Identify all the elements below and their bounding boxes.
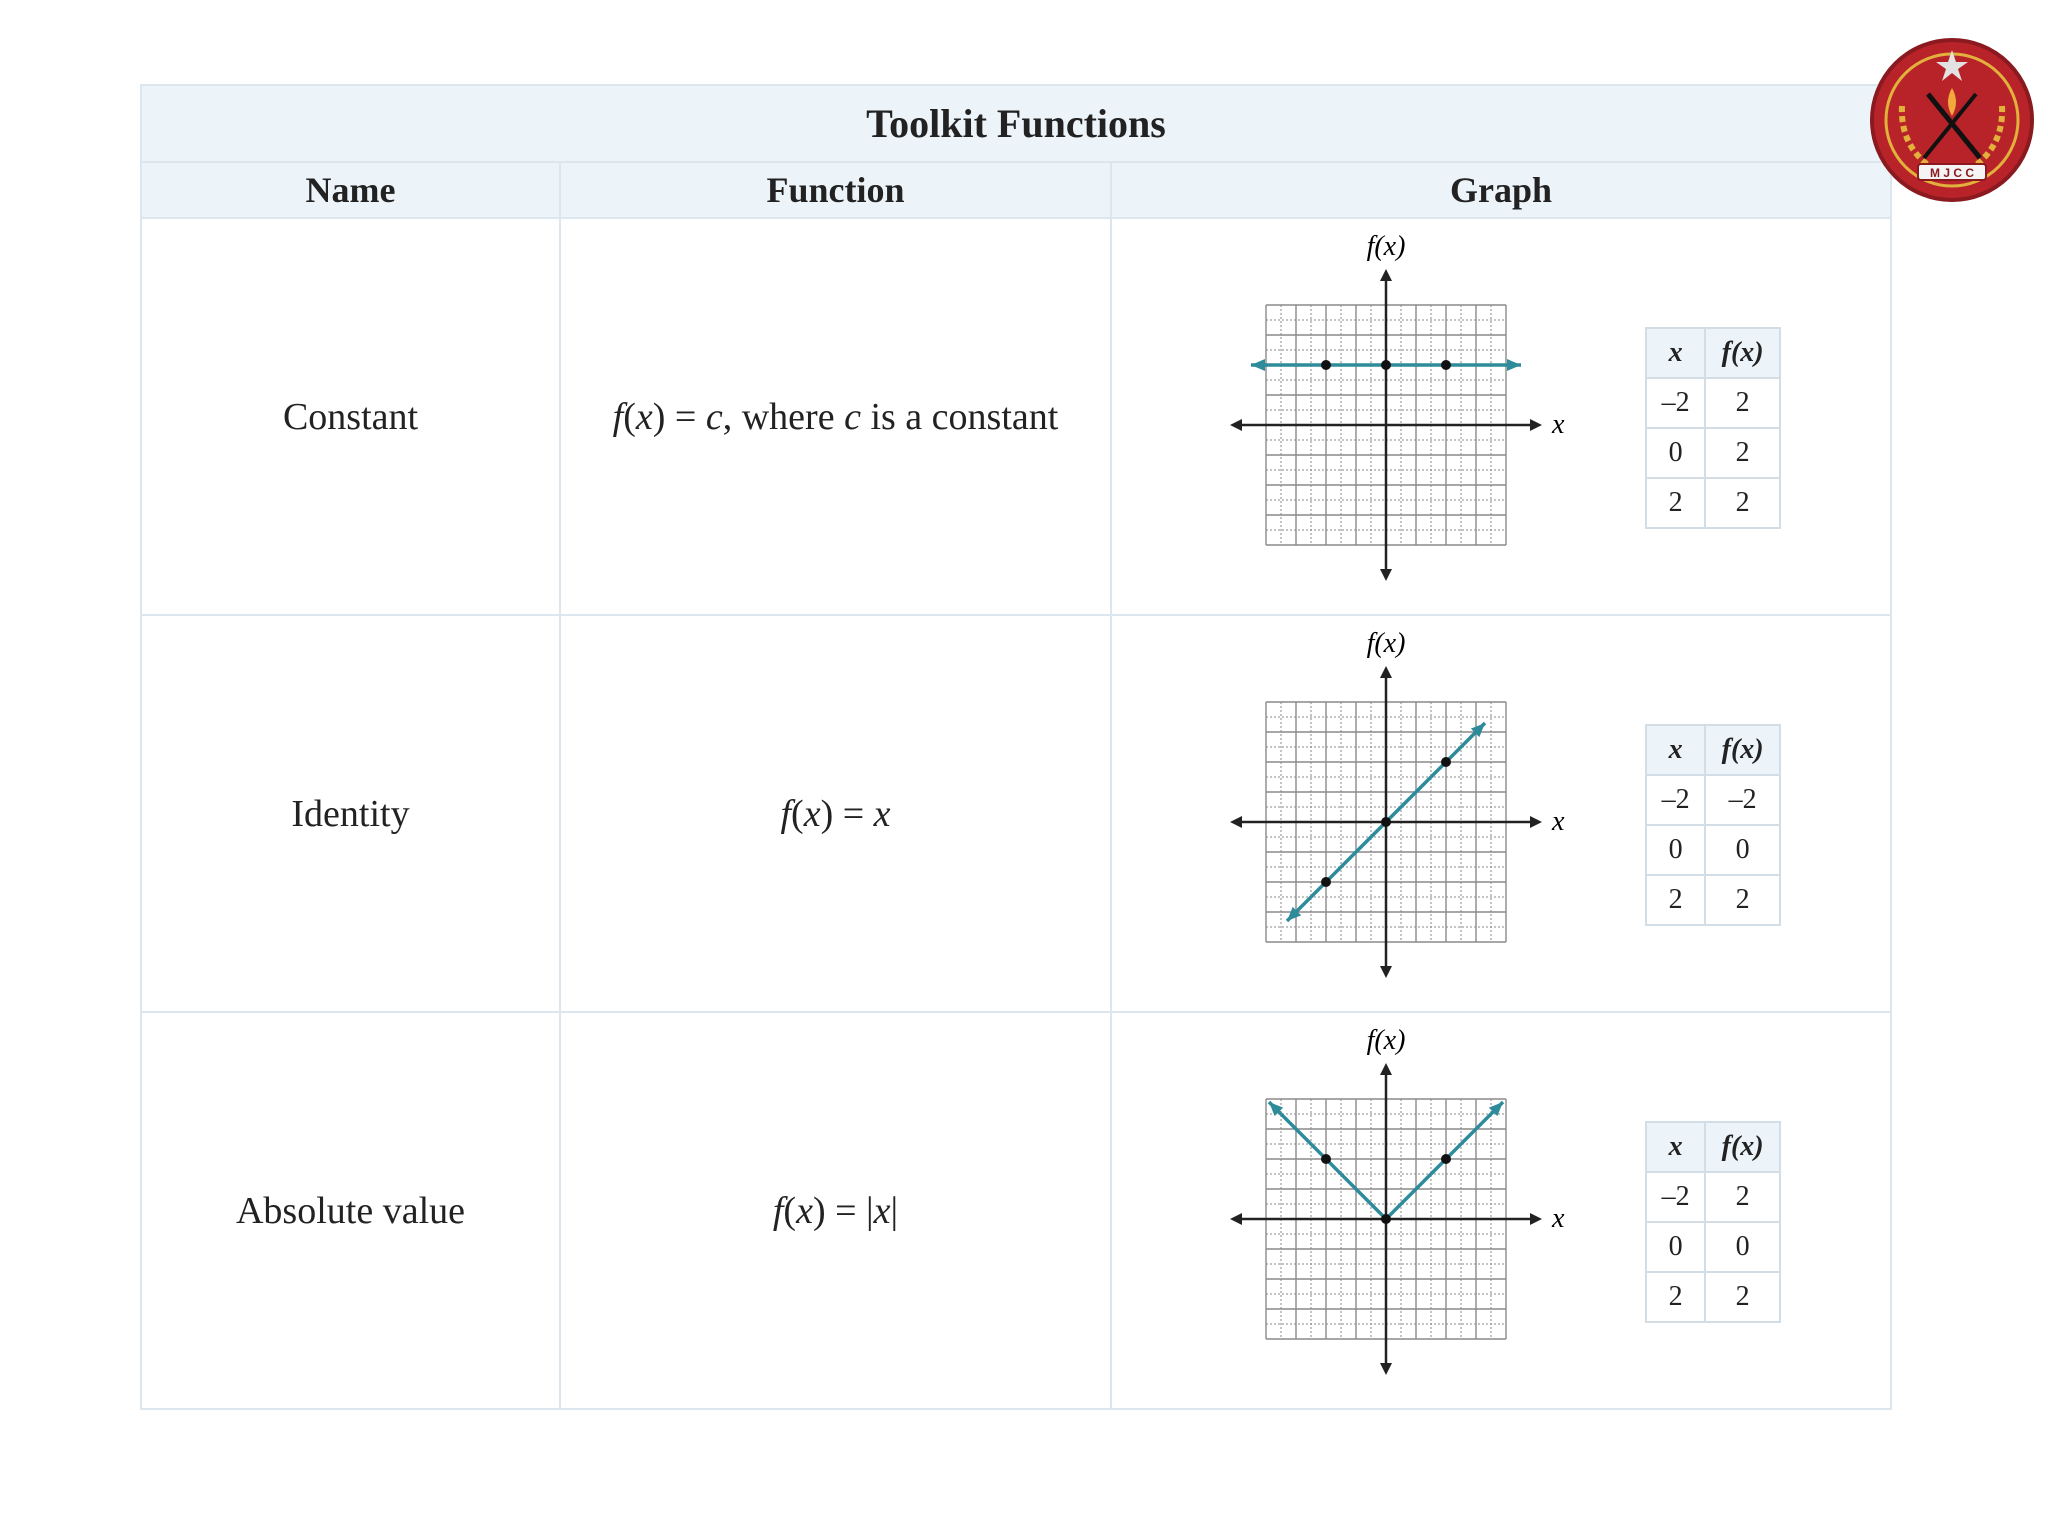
plot-point xyxy=(1441,757,1451,767)
function-formula: f(x) = c, where c is a constant xyxy=(560,218,1111,615)
function-name: Constant xyxy=(141,218,560,615)
value-table-row xyxy=(1646,775,1780,825)
value-table xyxy=(1645,327,1781,529)
value-table-cell: 2 xyxy=(1646,478,1705,528)
value-table-row xyxy=(1646,875,1780,925)
x-axis-arrow-left xyxy=(1230,1213,1242,1225)
function-name: Identity xyxy=(141,615,560,1012)
value-table-header: f(x) xyxy=(1705,328,1780,378)
x-axis-label: x xyxy=(1552,408,1565,440)
value-table-row xyxy=(1646,478,1780,528)
function-name: Absolute value xyxy=(141,1012,560,1409)
y-axis-label: f(x) xyxy=(1366,627,1406,659)
value-table-cell: –2 xyxy=(1646,1172,1705,1222)
table-title: Toolkit Functions xyxy=(141,85,1891,162)
toolkit-functions-table xyxy=(140,84,1892,1410)
value-table-cell: 0 xyxy=(1705,825,1780,875)
value-table-cell: 0 xyxy=(1646,825,1705,875)
value-table-cell: 0 xyxy=(1646,428,1705,478)
table-row-constant xyxy=(141,218,1891,615)
value-table xyxy=(1645,1121,1781,1323)
curve-arrow-start xyxy=(1251,359,1265,371)
x-axis-label: x xyxy=(1552,1202,1565,1234)
y-axis-arrow-up xyxy=(1380,666,1392,678)
value-table-row xyxy=(1646,428,1780,478)
function-graph-cell xyxy=(1111,1012,1891,1409)
curve-arrow-end xyxy=(1507,359,1521,371)
table-row-identity xyxy=(141,615,1891,1012)
y-axis-arrow-down xyxy=(1380,966,1392,978)
x-axis-arrow-right xyxy=(1530,816,1542,828)
plot-point xyxy=(1321,360,1331,370)
value-table-row xyxy=(1646,1222,1780,1272)
logo-text: M J C C xyxy=(1929,166,1975,180)
y-axis-arrow-up xyxy=(1380,1063,1392,1075)
value-table-row xyxy=(1646,825,1780,875)
function-formula: f(x) = x xyxy=(560,615,1111,1012)
value-table-cell: –2 xyxy=(1646,378,1705,428)
value-table-header: x xyxy=(1646,1122,1705,1172)
value-table-header: f(x) xyxy=(1705,1122,1780,1172)
column-header-name: Name xyxy=(141,162,560,218)
plot-point xyxy=(1381,1214,1391,1224)
value-table-cell: –2 xyxy=(1705,775,1780,825)
value-table-row xyxy=(1646,378,1780,428)
x-axis-arrow-right xyxy=(1530,419,1542,431)
x-axis-label: x xyxy=(1552,805,1565,837)
value-table-header: x xyxy=(1646,328,1705,378)
function-graph-cell xyxy=(1111,615,1891,1012)
plot-point xyxy=(1321,1154,1331,1164)
plot-point xyxy=(1381,360,1391,370)
y-axis-arrow-up xyxy=(1380,269,1392,281)
value-table-cell: 2 xyxy=(1705,875,1780,925)
plot-point xyxy=(1381,817,1391,827)
coordinate-plane xyxy=(1221,227,1621,607)
function-formula: f(x) = |x| xyxy=(560,1012,1111,1409)
value-table-cell: 0 xyxy=(1705,1222,1780,1272)
plot-point xyxy=(1441,1154,1451,1164)
coordinate-plane xyxy=(1221,624,1621,1004)
y-axis-label: f(x) xyxy=(1366,230,1406,262)
value-table-cell: 2 xyxy=(1705,428,1780,478)
column-header-function: Function xyxy=(560,162,1111,218)
value-table-cell: 2 xyxy=(1705,478,1780,528)
mjcc-logo xyxy=(1862,36,2042,204)
value-table-cell: 2 xyxy=(1705,1272,1780,1322)
column-header-graph: Graph xyxy=(1111,162,1891,218)
value-table-cell: 2 xyxy=(1705,1172,1780,1222)
value-table-header: f(x) xyxy=(1705,725,1780,775)
x-axis-arrow-left xyxy=(1230,816,1242,828)
value-table-cell: 2 xyxy=(1646,875,1705,925)
coordinate-plane xyxy=(1221,1021,1621,1401)
plot-point xyxy=(1441,360,1451,370)
value-table-cell: 2 xyxy=(1705,378,1780,428)
value-table-cell: 0 xyxy=(1646,1222,1705,1272)
table-row-absolute-value xyxy=(141,1012,1891,1409)
plot-point xyxy=(1321,877,1331,887)
y-axis-arrow-down xyxy=(1380,569,1392,581)
x-axis-arrow-right xyxy=(1530,1213,1542,1225)
value-table-cell: 2 xyxy=(1646,1272,1705,1322)
value-table-header: x xyxy=(1646,725,1705,775)
value-table-row xyxy=(1646,1272,1780,1322)
y-axis-label: f(x) xyxy=(1366,1024,1406,1056)
x-axis-arrow-left xyxy=(1230,419,1242,431)
y-axis-arrow-down xyxy=(1380,1363,1392,1375)
value-table xyxy=(1645,724,1781,926)
value-table-row xyxy=(1646,1172,1780,1222)
value-table-cell: –2 xyxy=(1646,775,1705,825)
function-graph-cell xyxy=(1111,218,1891,615)
